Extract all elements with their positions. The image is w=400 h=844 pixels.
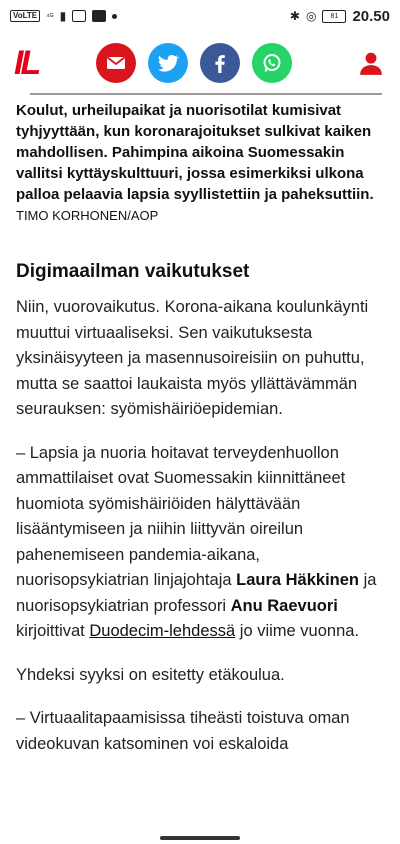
status-right: [290, 8, 390, 25]
gesture-home-bar[interactable]: [160, 836, 240, 840]
duodecim-link[interactable]: Duodecim-lehdessä: [89, 622, 236, 640]
image-icon: [92, 10, 106, 22]
facebook-icon: [208, 51, 232, 75]
status-bar: [0, 0, 400, 32]
share-whatsapp-button[interactable]: [252, 43, 292, 83]
volte-indicator: VoLTE: [10, 10, 40, 22]
site-logo[interactable]: IL: [14, 43, 39, 82]
person-name-anu: Anu Raevuori: [230, 596, 338, 615]
header-divider: [30, 93, 382, 95]
signal-bars-icon: ▮: [59, 9, 67, 23]
p2-text-b: ja nuorisopsykiatrian professori: [16, 571, 377, 615]
user-account-button[interactable]: [356, 48, 386, 78]
share-twitter-button[interactable]: [148, 43, 188, 83]
image-caption: [16, 100, 386, 226]
paragraph-3: Yhdeksi syyksi on esitetty etäkoulua.: [16, 665, 285, 684]
notification-dot-icon: [112, 14, 117, 19]
cast-icon: [72, 10, 86, 22]
p2-text-c: kirjoittivat: [16, 622, 90, 640]
paragraph-4: – Virtuaalitapaamisissa tiheästi toistuva oman videokuvan katsominen voi eskaloida: [16, 709, 350, 753]
hotspot-icon: ◎: [305, 9, 317, 23]
envelope-icon: [104, 51, 128, 75]
share-email-button[interactable]: [96, 43, 136, 83]
paragraph-1: Niin, vuorovaikutus. Korona-aikana koulunkäynti muuttui virtuaaliseksi. Sen vaikutuksesta yksinäisyyteen ja masennusoireisiin on puhuttu, mutta se saattoi laukaista myös yllättävämmän seurauksen: syömishäiriöepidemian.: [16, 298, 369, 418]
site-header: [0, 32, 400, 94]
twitter-bird-icon: [156, 51, 180, 75]
article-body: [16, 100, 386, 775]
battery-icon: [322, 10, 346, 23]
clock: 20.50: [352, 7, 390, 25]
person-name-laura: Laura Häkkinen: [236, 571, 360, 589]
share-facebook-button[interactable]: [200, 43, 240, 83]
caption-text: Koulut, urheilupaikat ja nuorisotilat kumisivat tyhjyyttään, kun koronarajoitukset sulkivat kaiken mahdollisen. Pahimpina aikoina Suomessakin vallitsi kyttäyskulttuuri, jossa esimerkiksi ulkona palloa pelaavia lapsia syyllistettiin ja paheksuttiin.: [16, 102, 374, 203]
whatsapp-icon: [260, 51, 284, 75]
user-icon: [358, 50, 384, 76]
section-heading: Digimaailman vaikutukset: [16, 261, 250, 282]
share-buttons: [96, 43, 292, 83]
signal-indicator: ⁴ᴳ: [46, 11, 54, 21]
paragraph-2: [16, 441, 386, 645]
bluetooth-icon: ✱: [289, 9, 300, 23]
status-left: [10, 9, 117, 23]
battery-level: 81: [330, 12, 339, 20]
p2-text-a: – Lapsia ja nuoria hoitavat terveydenhuollon ammattilaiset ovat Suomessakin kiinnittäneet huomiota syömishäiriöiden hälyttävään lisääntymiseen ja niihin liittyvän oireilun pahenemiseen pandemia-aikana, nuorisopsykiatrian linjajohtaja: [16, 443, 346, 589]
p2-text-d: jo viime vuonna.: [235, 622, 360, 640]
caption-credit: TIMO KORHONEN/AOP: [16, 208, 159, 223]
